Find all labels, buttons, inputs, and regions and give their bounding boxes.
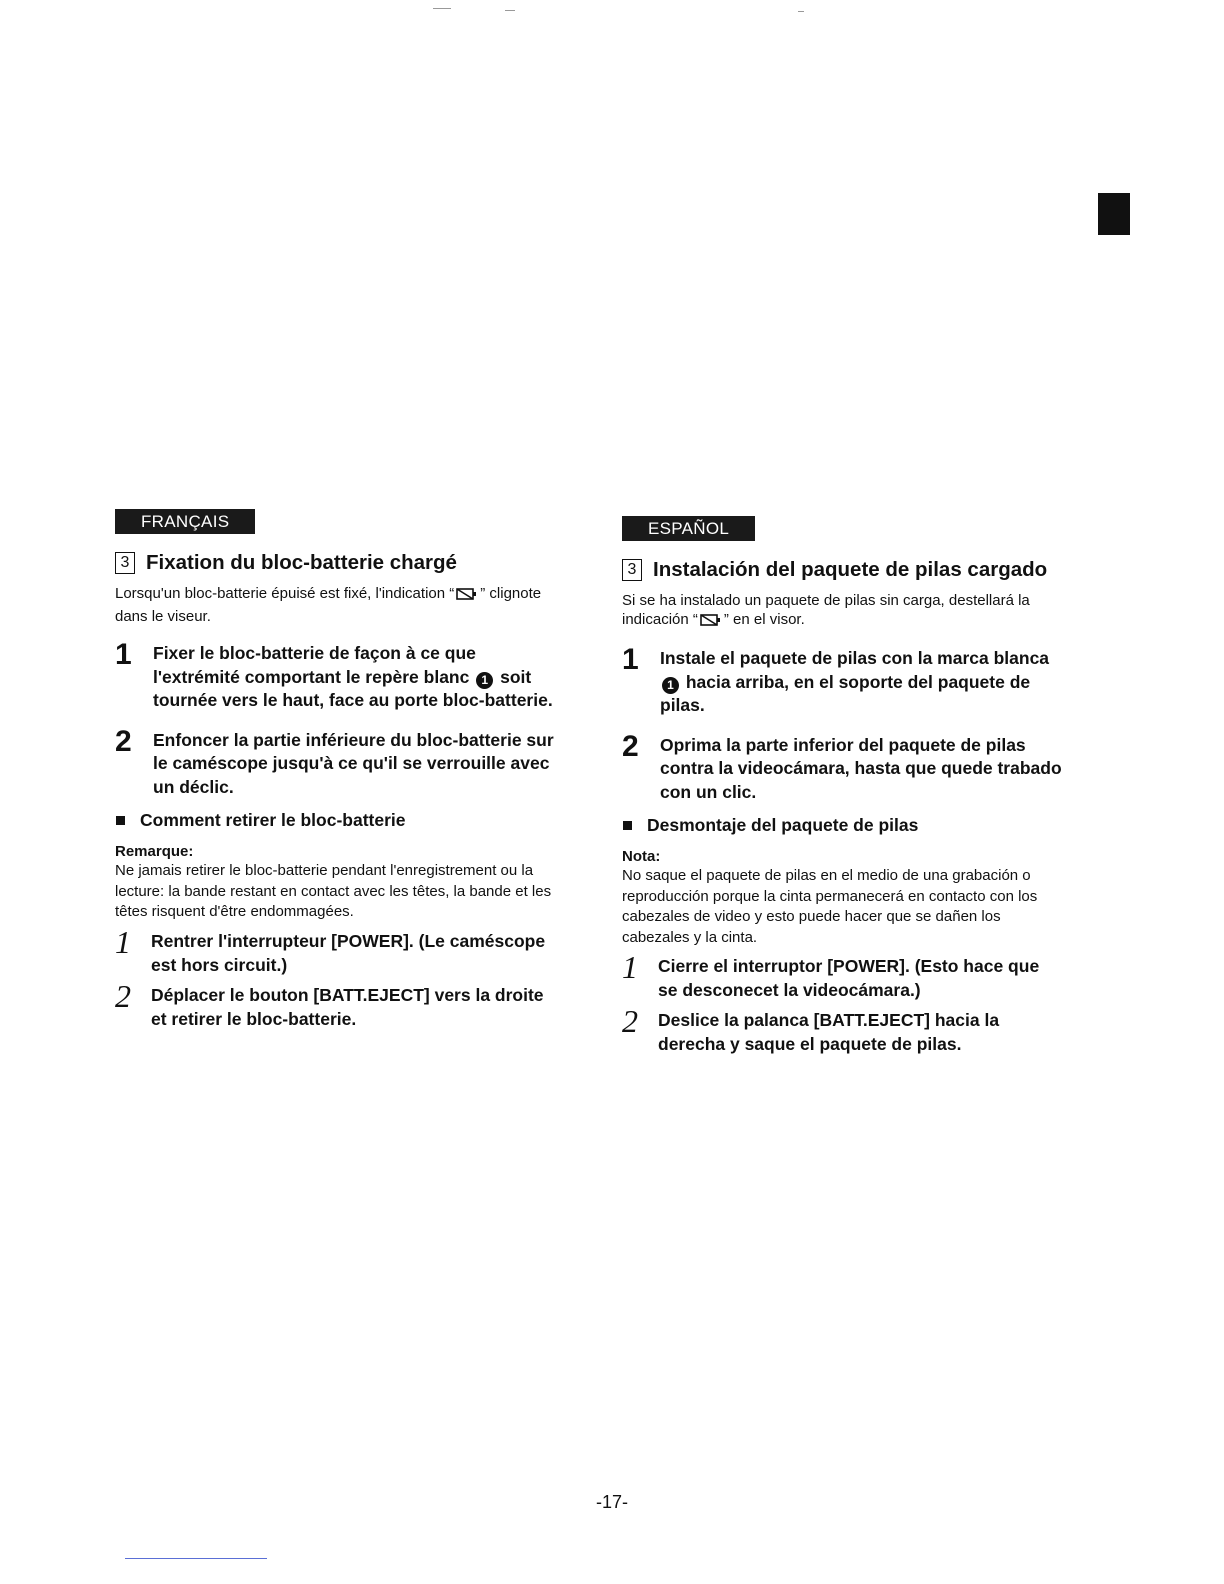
note-text: Ne jamais retirer le bloc-batterie pendant l'enregistrement ou la lecture: la bande restant en contact avec les têtes, la bande et les têtes risquent d'être endommagées. xyxy=(115,862,552,920)
marker-one-icon: 1 xyxy=(662,677,679,694)
language-label: FRANÇAIS xyxy=(115,509,255,534)
step-text-before: Instale el paquete de pilas con la marca blanca xyxy=(660,648,1050,668)
substep-number: 1 xyxy=(622,949,638,985)
intro-before: Si se ha instalado un paquete de pilas sin carga, destellará la indicación “ xyxy=(622,592,1030,628)
scan-artifact xyxy=(505,10,515,11)
substep-1 xyxy=(115,923,555,977)
step-2 xyxy=(622,729,1062,805)
substep-text: Deslice la palanca [BATT.EJECT] hacia la derecha y saque el paquete de pilas. xyxy=(658,1010,1000,1054)
substep-text: Déplacer le bouton [BATT.EJECT] vers la droite et retirer le bloc-batterie. xyxy=(151,984,544,1029)
section-title: Fixation du bloc-batterie chargé xyxy=(146,551,457,574)
step-text-after: soit tournée vers le haut, face au porte bloc-batterie. xyxy=(153,666,553,710)
section-number-box: 3 xyxy=(622,559,642,581)
step-text: Oprima la parte inferior del paquete de pilas contra la videocámara, hasta que quede trabado con un clic. xyxy=(660,734,1062,802)
note-label: Nota: xyxy=(622,848,661,865)
removal-heading xyxy=(622,814,1062,837)
section-heading xyxy=(115,551,555,575)
removal-heading-text: Desmontaje del paquete de pilas xyxy=(647,815,919,835)
note-text: No saque el paquete de pilas en el medio de una grabación o reproducción porque la cinta permanecerá en contacto con los cabezales de video y esto puede hacer que se dañen los cabezales y la cinta. xyxy=(622,867,1038,946)
spanish-column xyxy=(622,516,1062,1056)
step-1 xyxy=(622,643,1062,718)
french-column xyxy=(115,509,555,1031)
substep-number: 2 xyxy=(622,1003,638,1039)
battery-exhausted-icon xyxy=(700,612,722,633)
step-text: Enfoncer la partie inférieure du bloc-batterie sur le caméscope jusqu'à ce qu'il se verrouille avec un déclic. xyxy=(153,729,554,797)
step-2 xyxy=(115,724,555,800)
note-label: Remarque: xyxy=(115,843,194,860)
scan-artifact xyxy=(798,11,804,12)
bullet-square-icon xyxy=(116,816,125,825)
substep-2 xyxy=(115,977,555,1031)
language-label: ESPAÑOL xyxy=(622,516,755,541)
substep-text: Rentrer l'interrupteur [POWER]. (Le caméscope est hors circuit.) xyxy=(151,930,546,975)
substep-text: Cierre el interruptor [POWER]. (Esto hace que se desconecet la videocámara.) xyxy=(658,956,1040,1000)
step-text xyxy=(153,642,555,713)
substep-1 xyxy=(622,949,1062,1002)
step-number: 2 xyxy=(622,729,639,763)
intro-text xyxy=(115,584,555,626)
substep-number: 1 xyxy=(115,923,131,960)
section-number-box: 3 xyxy=(115,552,135,574)
removal-heading xyxy=(115,809,555,832)
scan-artifact xyxy=(433,8,451,9)
intro-after: ” clignote dans le viseur. xyxy=(115,585,542,625)
battery-exhausted-icon xyxy=(456,586,478,607)
step-number: 1 xyxy=(115,638,132,671)
black-tab-marker xyxy=(1098,193,1130,235)
section-title: Instalación del paquete de pilas cargado xyxy=(653,558,1048,581)
section-heading xyxy=(622,558,1062,582)
bullet-square-icon xyxy=(623,821,632,830)
step-text-before: Fixer le bloc-batterie de façon à ce que l'extrémité comportant le repère blanc xyxy=(153,643,476,687)
substep-number: 2 xyxy=(115,977,131,1014)
intro-text xyxy=(622,591,1062,633)
intro-before: Lorsqu'un bloc-batterie épuisé est fixé, l'indication “ xyxy=(115,585,455,602)
substep-2 xyxy=(622,1003,1062,1056)
removal-heading-text: Comment retirer le bloc-batterie xyxy=(140,810,406,830)
step-number: 1 xyxy=(622,643,639,676)
page-number: -17- xyxy=(595,1492,628,1512)
intro-after: ” en el visor. xyxy=(723,611,805,628)
footer-rule xyxy=(125,1558,267,1559)
step-text-after: hacia arriba, en el soporte del paquete de pilas. xyxy=(660,671,1031,715)
step-text xyxy=(660,647,1062,718)
marker-one-icon: 1 xyxy=(476,672,493,689)
step-1 xyxy=(115,638,555,713)
step-number: 2 xyxy=(115,724,132,758)
